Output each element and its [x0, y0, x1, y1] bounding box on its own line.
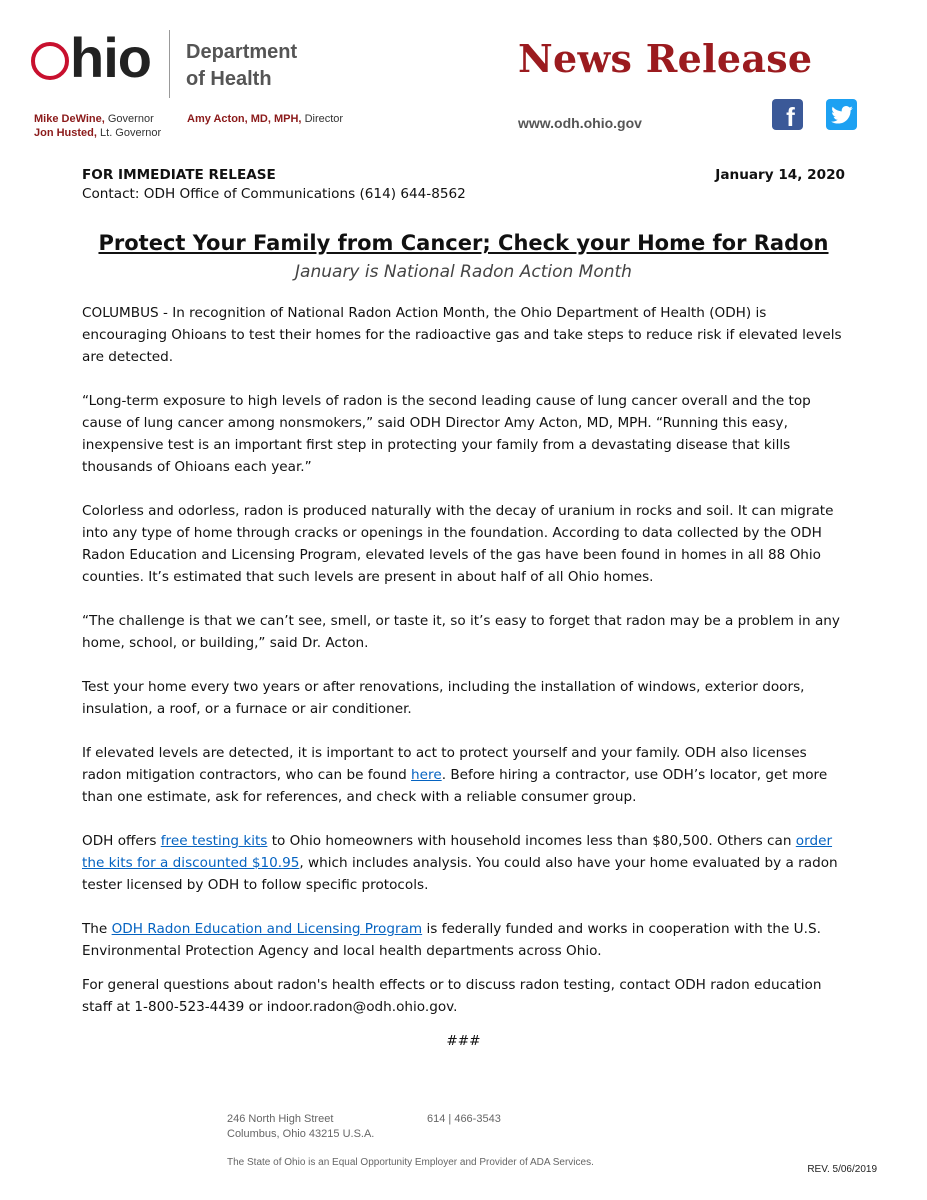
twitter-icon[interactable] [826, 99, 857, 130]
order-kits-link[interactable]: order the kits for a discounted $10.95 [82, 833, 833, 871]
kits-text-a: ODH offers [82, 833, 161, 849]
paragraph-testing-kits [82, 830, 846, 896]
governor-title: Governor [107, 113, 154, 125]
end-mark: ### [446, 1033, 481, 1049]
footer-phone: 614 | 466-3543 [427, 1113, 501, 1125]
ohio-logo-o-icon [31, 42, 69, 80]
kits-text-b: to Ohio homeowners with household incomes less than $80,500. Others can [267, 833, 796, 849]
contact-line: Contact: ODH Office of Communications (614) 644-8562 [82, 186, 466, 202]
lt-governor-line [34, 128, 161, 139]
radon-program-link[interactable]: ODH Radon Education and Licensing Program [111, 921, 423, 937]
release-label: FOR IMMEDIATE RELEASE [82, 167, 276, 183]
department-name-line1: Department [186, 41, 298, 63]
paragraph-mitigation [82, 742, 846, 808]
governor-line [34, 114, 154, 125]
mitigation-text-a: If elevated levels are detected, it is important to act to protect yourself and your family. ODH also licenses radon mitigation contractors, who can be found [82, 745, 807, 783]
paragraph-testing-frequency: Test your home every two years or after renovations, including the installation of windows, exterior doors, insulation, a roof, or a furnace or air conditioner. [82, 679, 805, 717]
paragraph-program [82, 918, 846, 962]
paragraph-acton-quote: “The challenge is that we can’t see, smell, or taste it, so it’s easy to forget that radon may be a problem in any home, school, or building,” said Dr. Acton. [82, 613, 840, 651]
footer-address-line2: Columbus, Ohio 43215 U.S.A. [227, 1128, 375, 1140]
footer-eeo-statement: The State of Ohio is an Equal Opportunity Employer and Provider of ADA Services. [227, 1157, 594, 1168]
facebook-icon[interactable]: f [772, 99, 803, 130]
subheadline: January is National Radon Action Month [295, 262, 632, 282]
news-release-title: News Release [518, 36, 813, 81]
footer-address-line1: 246 North High Street [227, 1113, 334, 1125]
director-line [187, 114, 343, 125]
program-text-a: The [82, 921, 112, 937]
director-title: Director [304, 113, 344, 125]
director-name: Amy Acton, MD, MPH, [187, 113, 302, 125]
contractors-here-link[interactable]: here [411, 767, 442, 783]
kits-text-c: , which includes analysis. You could also have your home evaluated by a radon tester licensed by ODH to follow specific protocols. [82, 855, 838, 893]
release-date: January 14, 2020 [715, 167, 845, 183]
free-testing-kits-link[interactable]: free testing kits [160, 833, 268, 849]
lt-governor-title: Lt. Governor [100, 127, 162, 139]
website-link[interactable]: www.odh.ohio.gov [518, 115, 642, 131]
headline: Protect Your Family from Cancer; Check your Home for Radon [98, 231, 829, 255]
paragraph-contact-info: For general questions about radon's health effects or to discuss radon testing, contact ODH radon education staff at 1-800-523-4439 or indoor.radon@odh.ohio.gov. [82, 977, 822, 1015]
paragraph-director-quote: “Long-term exposure to high levels of radon is the second leading cause of lung cancer overall and the top cause of lung cancer among nonsmokers,” said ODH Director Amy Acton, MD, MPH. “Running this easy, inexpensive test is an important first step in protecting your family from a devastating disease that kills thousands of Ohioans each year.” [82, 393, 811, 475]
revision-date: REV. 5/06/2019 [807, 1164, 877, 1175]
department-name-line2: of Health [186, 68, 272, 90]
ohio-logo-text: hio [70, 26, 151, 89]
paragraph-radon-facts: Colorless and odorless, radon is produced naturally with the decay of uranium in rocks and soil. It can migrate into any type of home through cracks or openings in the foundation. According to data collected by the ODH Radon Education and Licensing Program, elevated levels of the gas have been found in homes in all 88 Ohio counties. It’s estimated that such levels are present in about half of all Ohio homes. [82, 503, 834, 585]
logo-divider [169, 30, 170, 98]
program-text-b: is federally funded and works in cooperation with the U.S. Environmental Protection Agency and local health departments across Ohio. [82, 921, 821, 959]
lt-governor-name: Jon Husted, [34, 127, 97, 139]
mitigation-text-b: . Before hiring a contractor, use ODH’s locator, get more than one estimate, ask for references, and check with a reliable consumer group. [82, 767, 828, 805]
governor-name: Mike DeWine, [34, 113, 105, 125]
paragraph-intro: COLUMBUS - In recognition of National Radon Action Month, the Ohio Department of Health (ODH) is encouraging Ohioans to test their homes for the radioactive gas and take steps to reduce risk if elevated levels are detected. [82, 305, 842, 365]
